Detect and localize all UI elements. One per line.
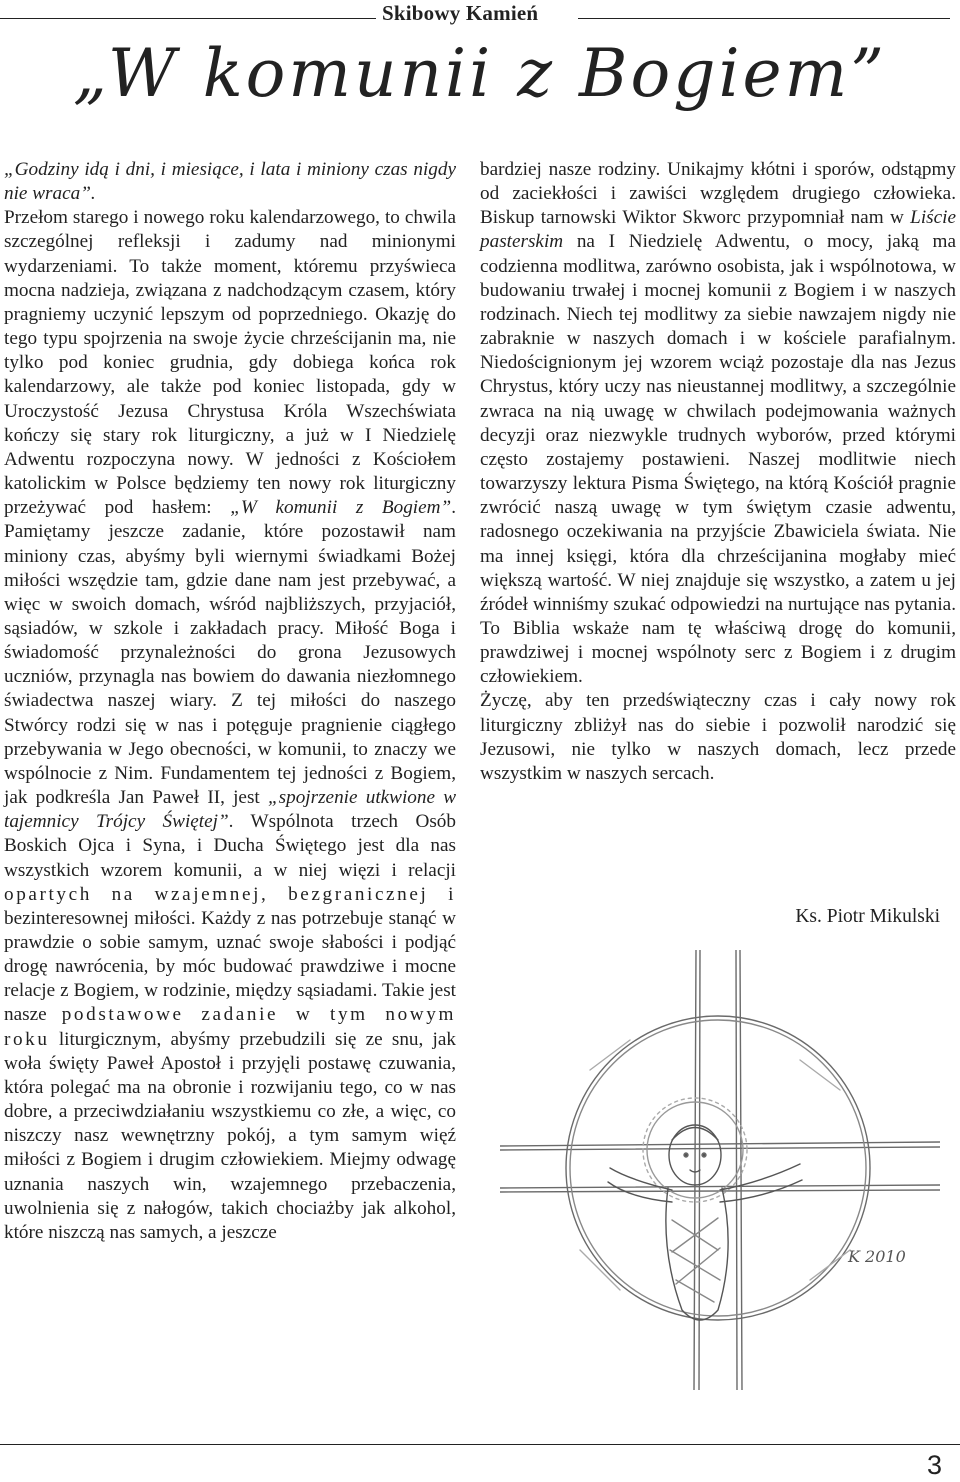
child-in-cross-drawing	[500, 950, 940, 1390]
page-number: 3	[926, 1450, 942, 1480]
header-rule-left	[0, 18, 376, 19]
right-body: bardziej nasze rodziny. Unikajmy kłótni i sporów, odstąpmy od zaciekłości i zawiści względem drugiego człowieka. Biskup tarnowski Wiktor Skworc przypomniał nam w Liście pasterskim na I Niedzielę Adwentu, o mocy, jaką ma codzienna modlitwa, zarówno osobista, jak i wspólnotowa, w budowaniu trwałej i mocnej komunii z Bogiem i w naszych rodzinach. Niech tej modlitwy za siebie nawzajem nigdy nie zabraknie w naszych domach i w kościele parafialnym. Niedoścignionym jej wzorem wciąż pozostaje dla nas Jezus Chrystus, który uczy nas nieustannej modlitwy, a szczególnie zwraca na nią uwagę w chwilach podejmowania ważnych decyzji oraz niezwykle trudnych wyborów, przed którymi często zostajemy postawieni. Naszej modlitwie niech towarzyszy lektura Pisma Świętego, na którą Kościół pragnie zwrócić naszą uwagę w tym świętym czasie adwentu, radosnego oczekiwania na przyjście Zbawiciela świata. Nie ma innej księgi, która dla chrześcijanina mogłaby mieć większą wartość. W niej znajduje się wszystko, a zatem u jej źródeł winniśmy szukać odpowiedzi na nurtujące nas pytania. To Biblia wskaże nam tę właściwą drogę do komunii, prawdziwej i mocnej wspólnoty serc z Bogiem i z drugim człowiekiem.	[480, 159, 956, 688]
closing-wishes: Życzę, aby ten przedświąteczny czas i cały nowy rok liturgiczny zbliżył nas do siebie i pozwolił narodzić się Jezusowi, nie tylko w naszych domach, lecz przede wszystkim w naszych sercach.	[480, 690, 956, 784]
jp-quote: „spojrzenie utkwione w tajemnicy Trójcy Świętej”	[4, 787, 456, 833]
pastoral-letter: Liście pasterskim	[480, 207, 956, 253]
article-column-left	[4, 158, 456, 1245]
publication-name: Skibowy Kamień	[382, 1, 539, 25]
drawing-signature: K 2010	[848, 1247, 906, 1266]
header-rule-right	[578, 18, 950, 19]
opening-quote: „Godziny idą i dni, i miesiące, i lata i miniony czas nigdy nie wraca”.	[4, 159, 456, 205]
article-title: „W komunii z Bogiem”	[73, 35, 887, 112]
article-column-right	[480, 158, 956, 786]
left-body: Przełom starego i nowego roku kalendarzowego, to chwila szczególnej refleksji i zadumy nad minionymi wydarzeniami. To także moment, któremu przyświeca mocna nadzieja, związana z nadchodzącym czasem, który pragniemy uczynić lepszym od poprzedniego. Okazję do tego typu spojrzenia na swoje życie chrześcijanin ma, nie tylko pod koniec grudnia, gdy dobiega końca rok kalendarzowy, ale także pod koniec listopada, gdy w Uroczystość Jezusa Chrystusa Króla Wszechświata kończy się stary rok liturgiczny, a już w I Niedzielę Adwentu rozpoczyna nowy. W jedności z Kościołem katolickim w Polsce będziemy ten nowy rok liturgiczny przeżywać pod hasłem: „W komunii z Bogiem”. Pamiętamy jeszcze zadanie, które pozostawił nam miniony czas, abyśmy byli wiernymi świadkami Bożej miłości wszędzie tam, gdzie dane nam jest przebywać, a więc w swoich domach, wśród najbliższych, przyjaciół, sąsiadów, w szkole i zakładach pracy. Miłość Boga i świadomość przynależności do grona Jezusowych uczniów, przynagla nas bowiem do dawania niezłomnego świadectwa naszej wiary. Z tej miłości do naszego Stwórcy rodzi się w nas i potęguje pragnienie ciągłego przebywania w Jego obecności, w komunii, to znaczy we wspólnocie z Nim. Fundamentem tej jedności z Bogiem, jak podkreśla Jan Paweł II, jest „spojrzenie utkwione w tajemnicy Trójcy Świętej”. Wspólnota trzech Osób Boskich Ojca i Syna, i Ducha Świętego jest dla nas wszystkich wzorem komunii, a w niej więzi i relacji opartych na wzajemnej, bezgranicznej i bezinteresownej miłości. Każdy z nas potrzebuje stanąć w prawdzie o sobie samym, uznać swoje słabości i podjąć drogę nawrócenia, by móc budować prawdziwe i mocne relacje z Bogiem, w rodzinie, między sąsiadami. Takie jest nasze podstawowe zadanie w tym nowym roku liturgicznym, abyśmy przebudzili się ze snu, jak woła święty Paweł Apostoł i przyjęli postawę czuwania, która polegać ma na obronie i rozwijaniu tego, co w nas dobre, a przeciwdziałaniu wszystkiemu co złe, a więc, co niszczy nasz wewnętrzny pokój, a tym samym więź miłości z Bogiem i drugim człowiekiem. Miejmy odwagę uznania naszych win, wzajemnego przebaczenia, uwolnienia się z nałogów, takich chociażby jak alkohol, które niszczą nas samych, a jeszcze	[4, 207, 456, 1243]
author-signature: Ks. Piotr Mikulski	[795, 906, 940, 927]
motto: „W komunii z Bogiem”	[230, 497, 452, 519]
footer-rule	[0, 1444, 960, 1445]
